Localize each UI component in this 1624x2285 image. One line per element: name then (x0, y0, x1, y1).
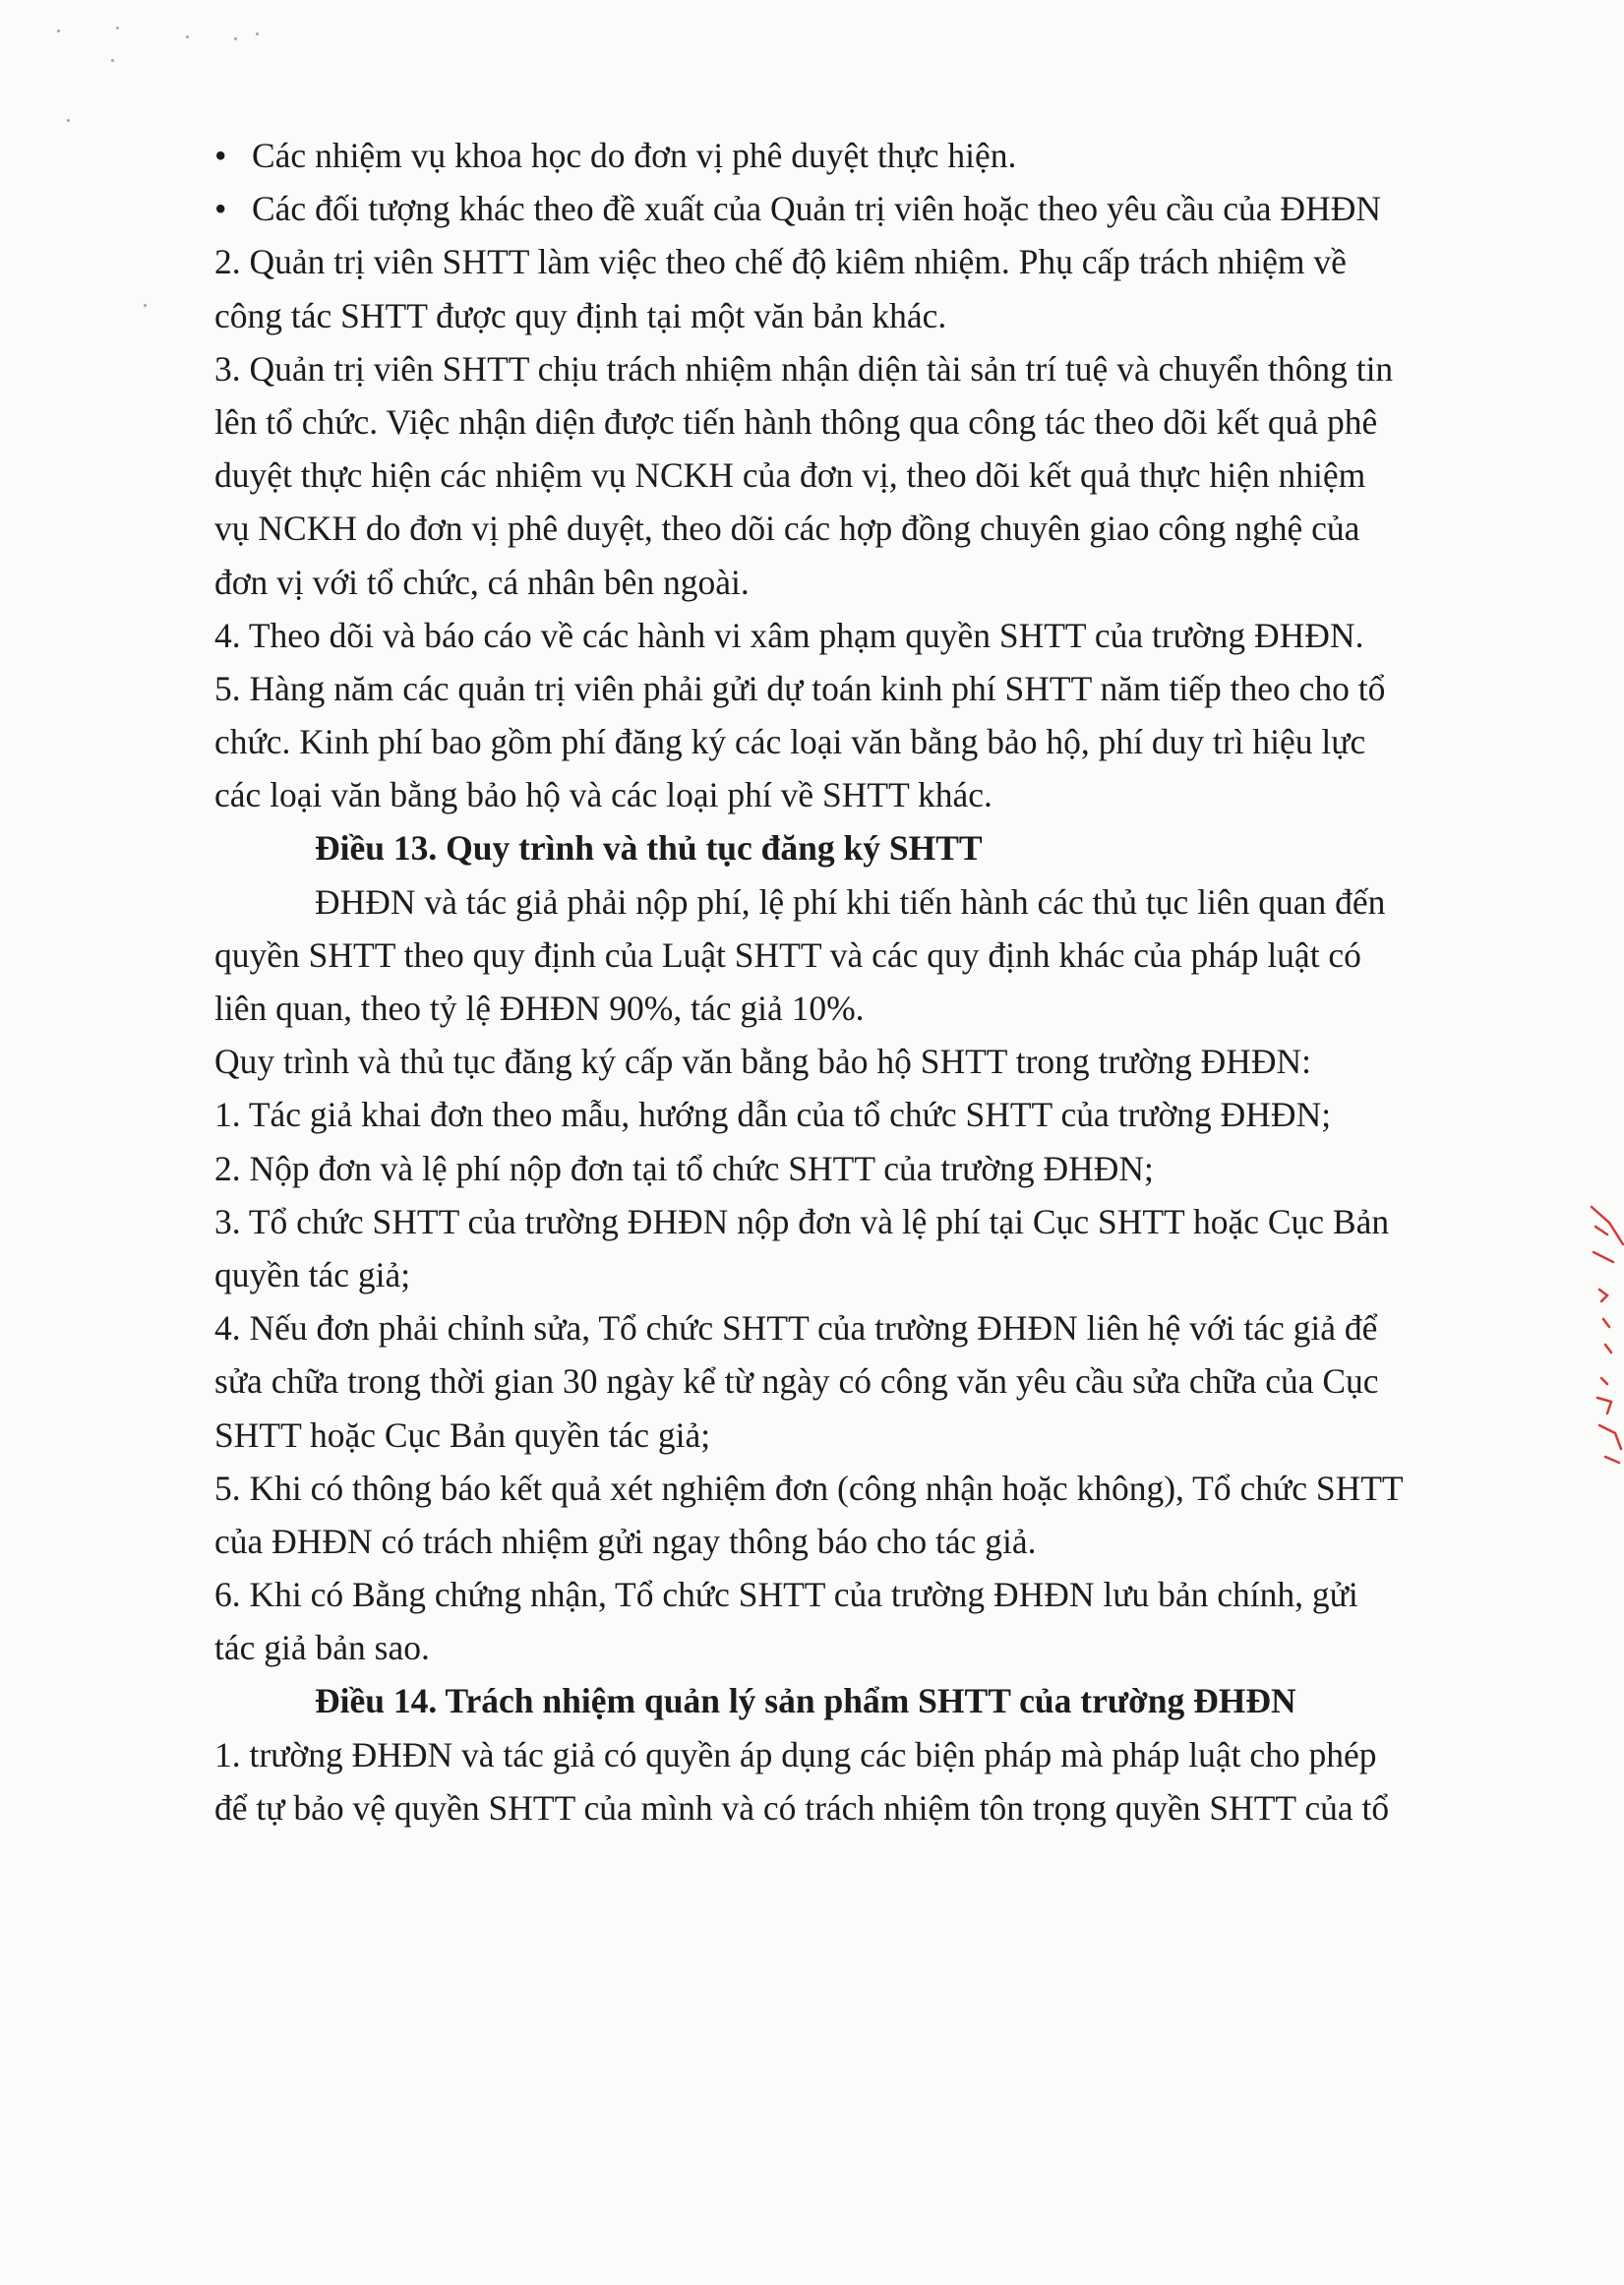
procedure-step: sửa chữa trong thời gian 30 ngày kể từ ngày có công văn yêu cầu sửa chữa của Cục (214, 1361, 1379, 1402)
paragraph-line: công tác SHTT được quy định tại một văn bản khác. (214, 295, 947, 335)
procedure-step: của ĐHĐN có trách nhiệm gửi ngay thông báo cho tác giả. (214, 1521, 1037, 1561)
paragraph-line: 2. Quản trị viên SHTT làm việc theo chế độ kiêm nhiệm. Phụ cấp trách nhiệm về (214, 242, 1347, 282)
article-13-heading: Điều 13. Quy trình và thủ tục đăng ký SHTT (315, 828, 983, 869)
list-item (214, 182, 1493, 235)
paragraph-line: 5. Hàng năm các quản trị viên phải gửi dự toán kinh phí SHTT năm tiếp theo cho tổ (214, 668, 1386, 708)
paragraph-line: lên tổ chức. Việc nhận diện được tiến hành thông qua công tác theo dõi kết quả phê (214, 401, 1378, 442)
paragraph-line: duyệt thực hiện các nhiệm vụ NCKH của đơn vị, theo dõi kết quả thực hiện nhiệm (214, 455, 1366, 496)
procedure-step: SHTT hoặc Cục Bản quyền tác giả; (214, 1414, 711, 1455)
paragraph-line: liên quan, theo tỷ lệ ĐHĐN 90%, tác giả 10%. (214, 989, 865, 1028)
paragraph-line: Quy trình và thủ tục đăng ký cấp văn bằng bảo hộ SHTT trong trường ĐHĐN: (214, 1042, 1311, 1082)
bullet-symbol: • (214, 189, 227, 229)
paragraph-line: 4. Theo dõi và báo cáo về các hành vi xâm phạm quyền SHTT của trường ĐHĐN. (214, 615, 1364, 655)
paragraph-line: đơn vị với tổ chức, cá nhân bên ngoài. (214, 562, 750, 602)
paragraph-line: ĐHĐN và tác giả phải nộp phí, lệ phí khi tiến hành các thủ tục liên quan đến (315, 881, 1386, 922)
bullet-text: Các đối tượng khác theo đề xuất của Quản trị viên hoặc theo yêu cầu của ĐHĐN (252, 189, 1381, 229)
paragraph-line: các loại văn bằng bảo hộ và các loại phí về SHTT khác. (214, 775, 992, 815)
paragraph-line: 1. trường ĐHĐN và tác giả có quyền áp dụng các biện pháp mà pháp luật cho phép (214, 1734, 1377, 1774)
article-14-heading: Điều 14. Trách nhiệm quản lý sản phẩm SHTT của trường ĐHĐN (315, 1681, 1296, 1721)
paragraph-line: vụ NCKH do đơn vị phê duyệt, theo dõi các hợp đồng chuyên giao công nghệ của (214, 509, 1360, 549)
bullet-symbol: • (214, 136, 227, 175)
procedure-step: 3. Tổ chức SHTT của trường ĐHĐN nộp đơn và lệ phí tại Cục SHTT hoặc Cục Bản (214, 1201, 1390, 1241)
procedure-step: tác giả bản sao. (214, 1628, 430, 1668)
procedure-step: 2. Nộp đơn và lệ phí nộp đơn tại tổ chức SHTT của trường ĐHĐN; (214, 1148, 1154, 1188)
bullet-text: Các nhiệm vụ khoa học do đơn vị phê duyệt thực hiện. (252, 136, 1017, 175)
document-body (214, 129, 1493, 1834)
paragraph-line: để tự bảo vệ quyền SHTT của mình và có trách nhiệm tôn trọng quyền SHTT của tổ (214, 1787, 1390, 1828)
procedure-step: 1. Tác giả khai đơn theo mẫu, hướng dẫn của tổ chức SHTT của trường ĐHĐN; (214, 1095, 1332, 1135)
list-item (214, 129, 1493, 182)
procedure-step: quyền tác giả; (214, 1254, 411, 1294)
paragraph-line: 3. Quản trị viên SHTT chịu trách nhiệm nhận diện tài sản trí tuệ và chuyển thông tin (214, 348, 1394, 389)
paragraph-line: chức. Kinh phí bao gồm phí đăng ký các loại văn bằng bảo hộ, phí duy trì hiệu lực (214, 722, 1366, 762)
procedure-step: 6. Khi có Bằng chứng nhận, Tổ chức SHTT của trường ĐHĐN lưu bản chính, gửi (214, 1575, 1358, 1615)
procedure-step: 5. Khi có thông báo kết quả xét nghiệm đơn (công nhận hoặc không), Tổ chức SHTT (214, 1468, 1404, 1508)
paragraph-line: quyền SHTT theo quy định của Luật SHTT và các quy định khác của pháp luật có (214, 934, 1361, 975)
procedure-step: 4. Nếu đơn phải chỉnh sửa, Tổ chức SHTT của trường ĐHĐN liên hệ với tác giả để (214, 1308, 1378, 1349)
red-stamp-edge (1586, 1205, 1624, 1539)
